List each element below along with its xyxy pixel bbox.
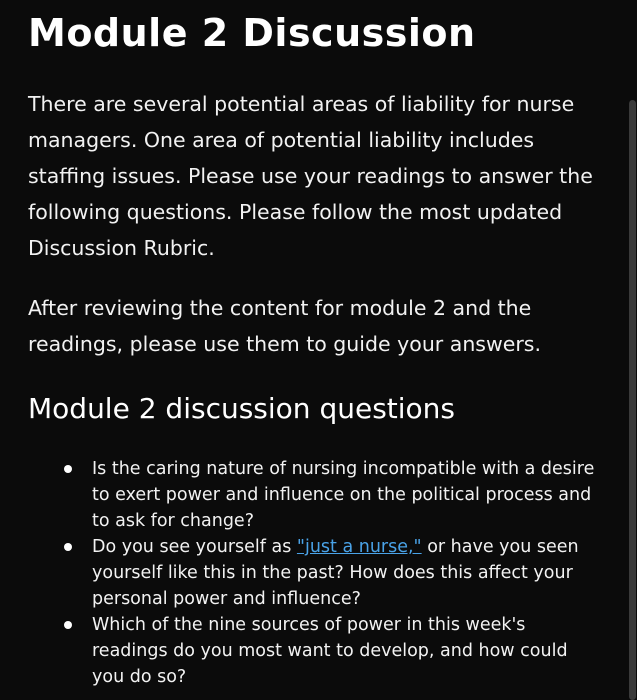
questions-heading: Module 2 discussion questions <box>28 392 455 425</box>
page-title: Module 2 Discussion <box>28 11 476 55</box>
bullet-icon <box>64 543 72 551</box>
just-a-nurse-link[interactable]: "just a nurse," <box>296 537 422 557</box>
question-item-3 <box>62 612 598 690</box>
question-2-text-after: or have you seen yourself like this in the past? How does this affect your personal power and influence? <box>92 537 579 609</box>
question-item-1 <box>62 456 598 534</box>
question-list <box>62 456 598 690</box>
question-2-text-before: Do you see yourself as <box>92 537 297 557</box>
bullet-icon <box>64 621 72 629</box>
intro-paragraph: There are several potential areas of liability for nurse managers. One area of potential liability includes staffing issues. Please use your readings to answer the following questions. Please follow the most updated Discussion Rubric. <box>28 92 593 260</box>
instructions-paragraph: After reviewing the content for module 2 and the readings, please use them to guide your answers. <box>28 296 541 356</box>
question-item-2 <box>62 534 598 612</box>
bullet-icon <box>64 465 72 473</box>
scrollbar-thumb[interactable] <box>629 100 636 700</box>
question-3-text: Which of the nine sources of power in this week's readings do you most want to develop, and how could you do so? <box>92 615 568 687</box>
vertical-scrollbar[interactable] <box>629 100 636 700</box>
question-1-text: Is the caring nature of nursing incompatible with a desire to exert power and influence on the political process and to ask for change? <box>92 459 595 531</box>
